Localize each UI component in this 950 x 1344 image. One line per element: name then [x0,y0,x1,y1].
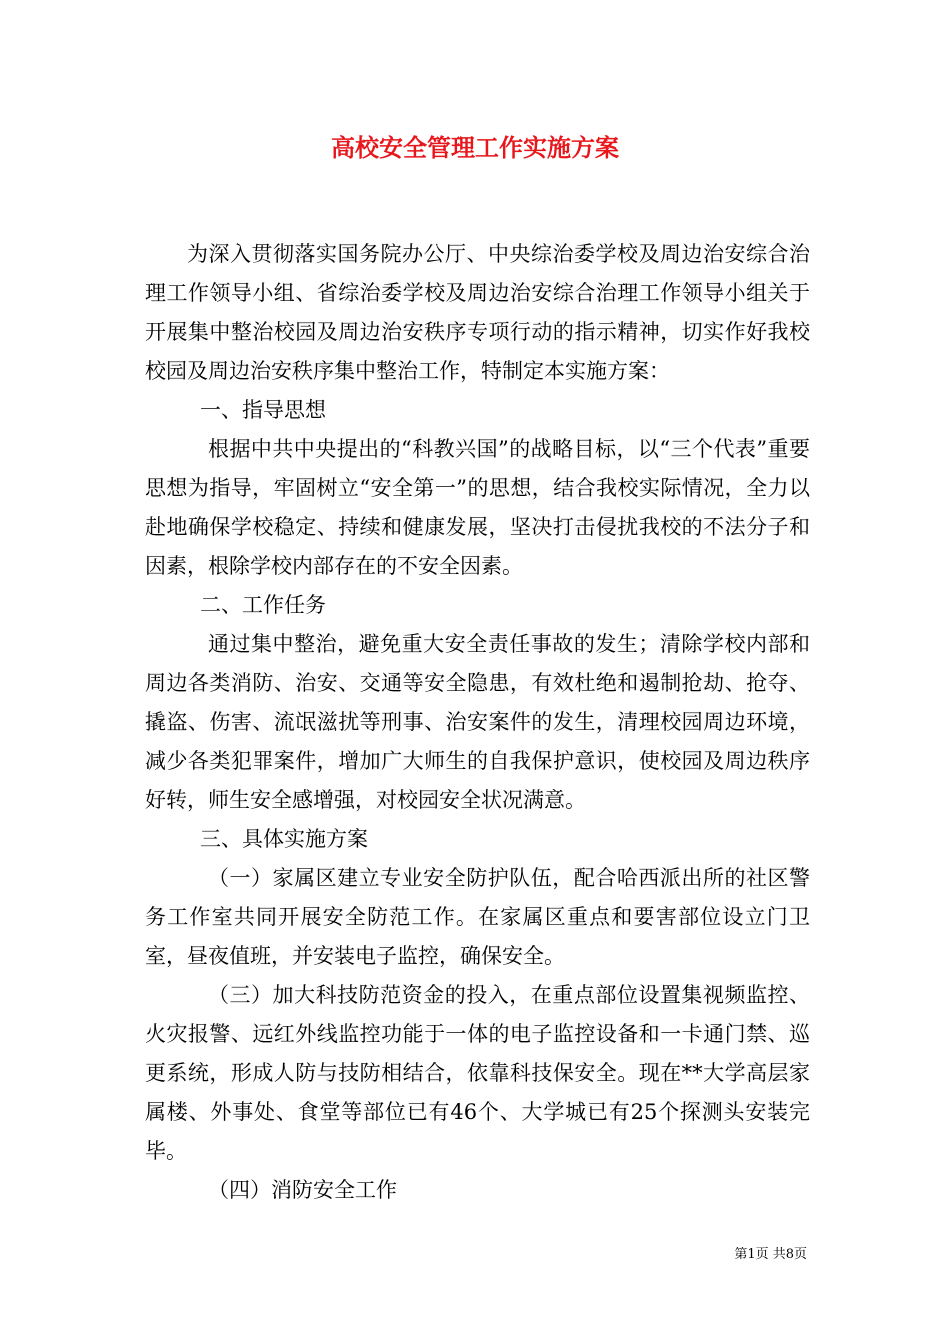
section-heading-implementation: 三、具体实施方案 [200,827,368,851]
page-number-footer: 第1页 共8页 [734,1247,807,1262]
section-heading-guiding-thought: 一、指导思想 [200,398,326,422]
document-body [145,235,810,1210]
section-heading-tasks: 二、工作任务 [200,593,326,617]
paragraph-item-4: （四）消防安全工作 [208,1178,397,1202]
paragraph-item-3: （三）加大科技防范资金的投入，在重点部位设置集视频监控、火灾报警、远红外线监控功能于一体的电子监控设备和一卡通门禁、巡更系统，形成人防与技防相结合，依靠科技保安全。现在**大学高层家属楼、外事处、食堂等部位已有46个、大学城已有25个探测头安装完毕。 [145,983,810,1163]
document-title: 高校安全管理工作实施方案 [331,133,619,162]
intro-paragraph: 为深入贯彻落实国务院办公厅、中央综治委学校及周边治安综合治理工作领导小组、省综治委学校及周边治安综合治理工作领导小组关于开展集中整治校园及周边治安秩序专项行动的指示精神，切实作好我校校园及周边治安秩序集中整治工作，特制定本实施方案： [145,242,810,383]
paragraph-guiding-thought: 根据中共中央提出的“科教兴国”的战略目标，以“三个代表”重要思想为指导，牢固树立“安全第一”的思想，结合我校实际情况，全力以赴地确保学校稳定、持续和健康发展，坚决打击侵扰我校的不法分子和因素，根除学校内部存在的不安全因素。 [145,437,810,578]
paragraph-tasks: 通过集中整治，避免重大安全责任事故的发生；清除学校内部和周边各类消防、治安、交通等安全隐患，有效杜绝和遏制抢劫、抢夺、撬盗、伤害、流氓滋扰等刑事、治安案件的发生，清理校园周边环境，减少各类犯罪案件，增加广大师生的自我保护意识，使校园及周边秩序好转，师生安全感增强，对校园安全状况满意。 [145,632,810,812]
paragraph-item-1: （一）家属区建立专业安全防护队伍，配合哈西派出所的社区警务工作室共同开展安全防范工作。在家属区重点和要害部位设立门卫室，昼夜值班，并安装电子监控，确保安全。 [145,866,810,968]
